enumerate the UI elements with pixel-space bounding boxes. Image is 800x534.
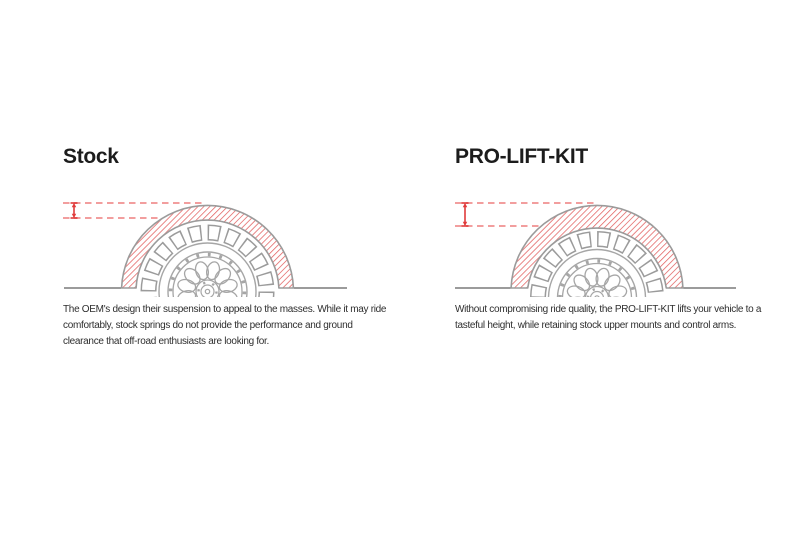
pro-lift-kit-lift-gap-arrow bbox=[462, 203, 469, 226]
stock-description: The OEM's design their suspension to appeal to the masses. While it may ride comfortably, stock springs do not provide the performance and ground clearance that off-road enthusiasts are looking for. bbox=[63, 304, 387, 347]
stock-lift-gap-arrow bbox=[71, 203, 78, 218]
pro-lift-kit-description: Without compromising ride quality, the PRO-LIFT-KIT lifts your vehicle to a tasteful height, while retaining stock upper mounts and control arms. bbox=[455, 304, 762, 331]
pro-lift-kit-heading: PRO-LIFT-KIT bbox=[455, 145, 588, 168]
stock-heading: Stock bbox=[63, 145, 119, 168]
pro-lift-kit-wheel bbox=[538, 239, 656, 357]
